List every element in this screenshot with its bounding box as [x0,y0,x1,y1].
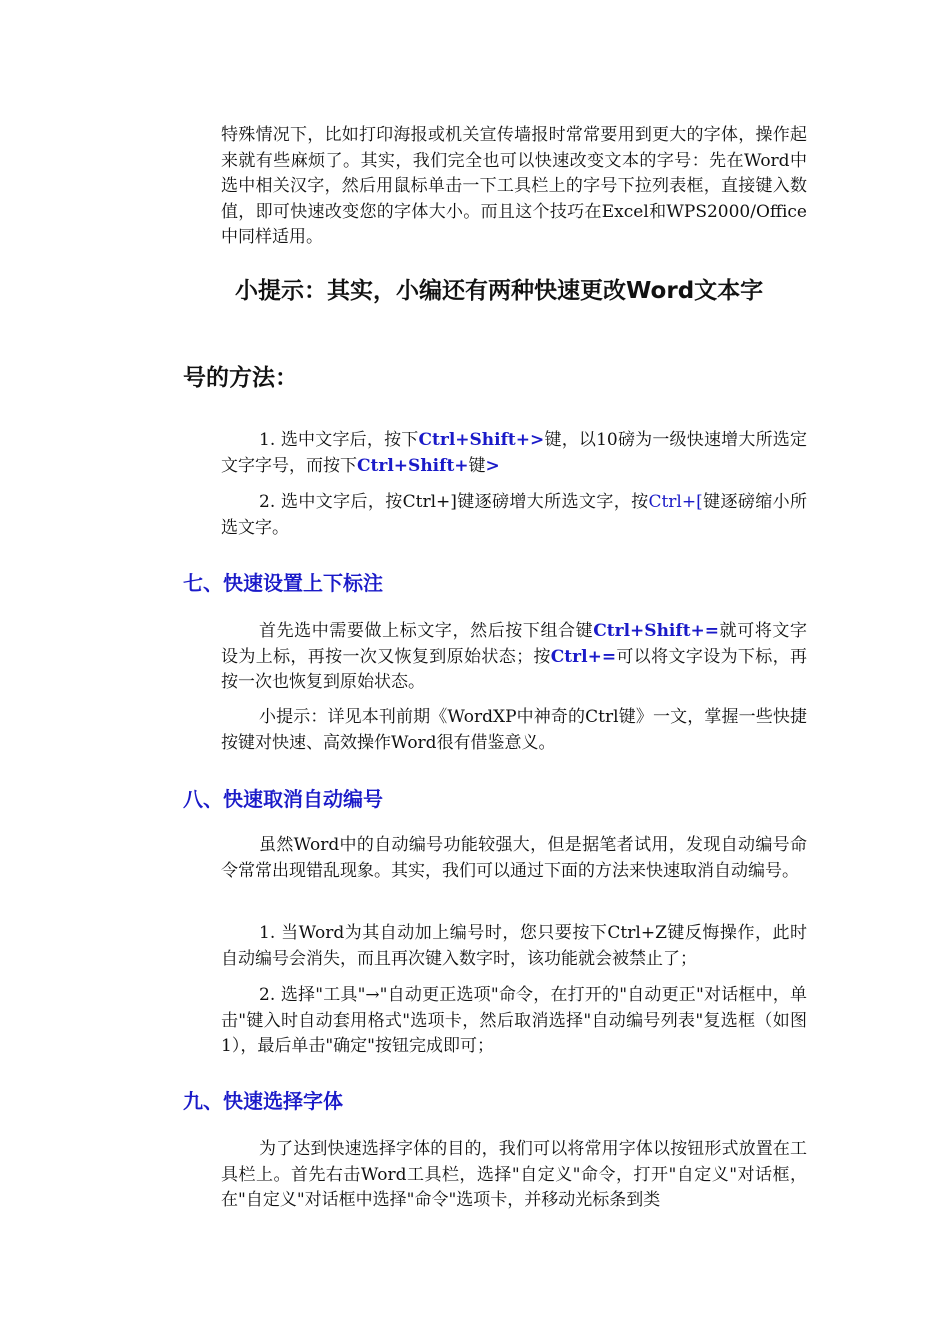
intro-paragraph: 特殊情况下，比如打印海报或机关宣传墙报时常常要用到更大的字体，操作起来就有些麻烦了。其实，我们完全也可以快速改变文本的字号：先在Word中选中相关汉字，然后用鼠标单击一下工具栏上的字号下拉列表框，直接键入数值，即可快速改变您的字体大小。而且这个技巧在Excel和WPS2000/Office中同样适用。 [221,125,807,247]
shortcut-ctrl-shift-equal: Ctrl+Shift+= [593,621,720,641]
shortcut-ctrl-bracket: Ctrl+[ [648,492,703,512]
tip-item-2-prefix: 2. 选中文字后，按Ctrl+]键逐磅增大所选文字，按 [259,492,649,512]
shortcut-ctrl-shift-gt: Ctrl+Shift+> [418,430,545,450]
section-9-paragraph-1: 为了达到快速选择字体的目的，我们可以将常用字体以按钮形式放置在工具栏上。首先右击Word工具栏，选择"自定义"命令，打开"自定义"对话框，在"自定义"对话框中选择"命令"选项卡，并移动光标条到类 [221,1139,807,1210]
section-7-heading: 七、快速设置上下标注 [183,571,383,595]
section-8-paragraph-1: 虽然Word中的自动编号功能较强大，但是据笔者试用，发现自动编号命令常常出现错乱现象。其实，我们可以通过下面的方法来快速取消自动编号。 [221,835,807,881]
tip-item-2 [221,490,807,541]
section-7-paragraph-1 [221,619,807,696]
tip-heading-line1: 小提示：其实，小编还有两种快速更改Word文本字 [235,278,764,304]
section-7-p1-prefix: 首先选中需要做上标文字，然后按下组合键 [259,621,594,641]
section-7-p1-middle: 就可将文字设为上标，再按一次又恢复到原始状态；按 [221,621,808,667]
section-8-heading: 八、快速取消自动编号 [183,787,383,811]
shortcut-gt: > [485,455,500,476]
section-8-paragraph-3: 2. 选择"工具"→"自动更正选项"命令，在打开的"自动更正"对话框中，单击"键入时自动套用格式"选项卡，然后取消选择"自动编号列表"复选框（如图1），最后单击"确定"按钮完成即可； [221,985,807,1056]
tip-heading-line2: 号的方法： [183,365,298,391]
tip-item-2-suffix: 键逐磅缩小所选文字。 [221,492,807,538]
tip-item-1-middle: 键，以10磅为一级快速增大所选定文字字号，而按下 [221,430,807,476]
shortcut-ctrl-shift: Ctrl+Shift+ [357,455,469,476]
tip-item-1 [221,428,807,479]
section-9-heading: 九、快速选择字体 [183,1089,343,1113]
tip-item-1-prefix: 1. 选中文字后，按下 [259,430,419,450]
shortcut-ctrl-equal: Ctrl+= [550,646,617,667]
section-7-paragraph-2: 小提示：详见本刊前期《WordXP中神奇的Ctrl键》一文，掌握一些快捷按键对快速、高效操作Word很有借鉴意义。 [221,707,807,753]
tip-item-1-suffix: 键 [468,455,486,476]
section-8-paragraph-2: 1. 当Word为其自动加上编号时，您只要按下Ctrl+Z键反悔操作，此时自动编号会消失，而且再次键入数字时，该功能就会被禁止了； [221,923,807,969]
section-7-p1-suffix: 可以将文字设为下标，再按一次也恢复到原始状态。 [221,646,808,692]
